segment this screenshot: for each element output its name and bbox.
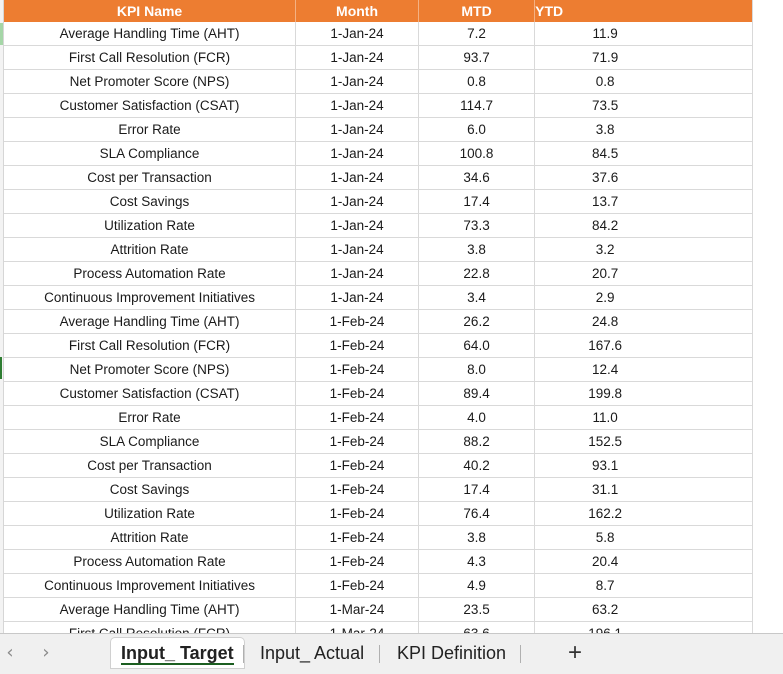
cell-mtd[interactable]: 40.2: [418, 454, 534, 478]
table-row: [4, 262, 783, 286]
cell-kpi-name[interactable]: Process Automation Rate: [4, 550, 296, 574]
cell-ytd-value: 31.1: [592, 482, 619, 497]
cell-mtd[interactable]: 4.0: [418, 406, 534, 430]
table-row: [4, 166, 783, 190]
cell-ytd[interactable]: [535, 262, 783, 286]
cell-ytd[interactable]: [535, 22, 783, 46]
cell-kpi-name[interactable]: Cost Savings: [4, 478, 296, 502]
header-kpi-name[interactable]: KPI Name: [4, 0, 296, 22]
table-row: [4, 382, 783, 406]
table-row: [4, 502, 783, 526]
cell-month[interactable]: 1-Feb-24: [296, 310, 419, 334]
cell-ytd-value: 73.5: [592, 98, 619, 113]
cell-month[interactable]: 1-Feb-24: [296, 334, 419, 358]
cell-mtd[interactable]: 3.4: [418, 286, 534, 310]
cell-mtd[interactable]: 7.2: [418, 22, 534, 46]
cell-mtd[interactable]: 76.4: [418, 502, 534, 526]
tab-separator: [520, 645, 521, 663]
cell-mtd[interactable]: 17.4: [418, 190, 534, 214]
cell-ytd-value: 162.2: [588, 506, 623, 521]
cell-month[interactable]: 1-Feb-24: [296, 382, 419, 406]
cell-month[interactable]: 1-Jan-24: [296, 286, 419, 310]
cell-ytd-value: 167.6: [588, 338, 623, 353]
cell-mtd[interactable]: 23.5: [418, 598, 534, 622]
right-empty-area: [752, 0, 783, 633]
cell-ytd-value: 37.6: [592, 170, 619, 185]
cell-ytd-value: 0.8: [595, 74, 615, 89]
header-mtd[interactable]: MTD: [418, 0, 534, 22]
table-row: [4, 310, 783, 334]
cell-ytd-value: 84.5: [592, 146, 619, 161]
cell-month[interactable]: 1-Feb-24: [296, 502, 419, 526]
kpi-table: [4, 0, 783, 646]
tab-separator: [243, 645, 244, 663]
cell-ytd-value: 84.2: [592, 218, 619, 233]
table-row: [4, 118, 783, 142]
cell-mtd[interactable]: 4.3: [418, 550, 534, 574]
cell-ytd[interactable]: [535, 334, 783, 358]
cell-mtd[interactable]: 8.0: [418, 358, 534, 382]
cell-month[interactable]: 1-Feb-24: [296, 454, 419, 478]
table-row: [4, 430, 783, 454]
cell-month[interactable]: 1-Feb-24: [296, 526, 419, 550]
cell-kpi-name[interactable]: Continuous Improvement Initiatives: [4, 574, 296, 598]
header-row: [4, 0, 783, 22]
tab-input-target[interactable]: Input_ Target: [111, 638, 244, 668]
cell-kpi-name[interactable]: Average Handling Time (AHT): [4, 22, 296, 46]
cell-kpi-name[interactable]: Cost per Transaction: [4, 454, 296, 478]
cell-ytd-value: 71.9: [592, 50, 619, 65]
cell-kpi-name[interactable]: Net Promoter Score (NPS): [4, 70, 296, 94]
cell-month[interactable]: 1-Jan-24: [296, 70, 419, 94]
cell-month[interactable]: 1-Feb-24: [296, 406, 419, 430]
table-row: [4, 358, 783, 382]
table-row: [4, 478, 783, 502]
cell-kpi-name[interactable]: Attrition Rate: [4, 526, 296, 550]
cell-mtd[interactable]: 6.0: [418, 118, 534, 142]
cell-kpi-name[interactable]: Customer Satisfaction (CSAT): [4, 382, 296, 406]
table-row: [4, 334, 783, 358]
table-row: [4, 22, 783, 46]
cell-ytd-value: 20.4: [592, 554, 619, 569]
cell-ytd[interactable]: [535, 430, 783, 454]
cell-mtd[interactable]: 3.8: [418, 526, 534, 550]
cell-mtd[interactable]: 88.2: [418, 430, 534, 454]
cell-mtd[interactable]: 3.8: [418, 238, 534, 262]
cell-ytd-value: 12.4: [592, 362, 619, 377]
cell-month[interactable]: 1-Jan-24: [296, 190, 419, 214]
table-row: [4, 526, 783, 550]
table-row: [4, 214, 783, 238]
cell-kpi-name[interactable]: Error Rate: [4, 406, 296, 430]
add-sheet-plus-icon[interactable]: +: [568, 639, 583, 666]
cell-kpi-name[interactable]: Cost Savings: [4, 190, 296, 214]
cell-ytd-value: 11.9: [592, 26, 618, 41]
cell-mtd[interactable]: 4.9: [418, 574, 534, 598]
cell-ytd[interactable]: [535, 406, 783, 430]
row-marker: [0, 357, 2, 379]
cell-ytd[interactable]: [535, 238, 783, 262]
cell-month[interactable]: 1-Jan-24: [296, 166, 419, 190]
cell-ytd[interactable]: [535, 478, 783, 502]
cell-kpi-name[interactable]: Customer Satisfaction (CSAT): [4, 94, 296, 118]
cell-ytd-value: 8.7: [595, 578, 615, 593]
cell-kpi-name[interactable]: Average Handling Time (AHT): [4, 310, 296, 334]
table-row: [4, 286, 783, 310]
cell-month[interactable]: 1-Jan-24: [296, 238, 419, 262]
cell-ytd-value: 152.5: [588, 434, 623, 449]
cell-kpi-name[interactable]: Cost per Transaction: [4, 166, 296, 190]
cell-ytd-value: 63.2: [592, 602, 619, 617]
cell-month[interactable]: 1-Jan-24: [296, 118, 419, 142]
cell-kpi-name[interactable]: Net Promoter Score (NPS): [4, 358, 296, 382]
cell-ytd-value: 24.8: [592, 314, 619, 329]
cell-ytd-value: 11.0: [592, 410, 618, 425]
cell-month[interactable]: 1-Jan-24: [296, 262, 419, 286]
cell-ytd-value: 20.7: [592, 266, 619, 281]
cell-month[interactable]: 1-Feb-24: [296, 574, 419, 598]
tab-separator: [379, 645, 380, 663]
cell-kpi-name[interactable]: Utilization Rate: [4, 214, 296, 238]
cell-ytd[interactable]: [535, 46, 783, 70]
cell-ytd[interactable]: [535, 142, 783, 166]
cell-kpi-name[interactable]: First Call Resolution (FCR): [4, 334, 296, 358]
cell-mtd[interactable]: 0.8: [418, 70, 534, 94]
table-row: [4, 190, 783, 214]
cell-mtd[interactable]: 89.4: [418, 382, 534, 406]
cell-ytd[interactable]: [535, 550, 783, 574]
cell-month[interactable]: 1-Feb-24: [296, 550, 419, 574]
cell-ytd-value: 5.8: [595, 530, 615, 545]
cell-kpi-name[interactable]: SLA Compliance: [4, 430, 296, 454]
cell-month[interactable]: 1-Jan-24: [296, 46, 419, 70]
cell-kpi-name[interactable]: Process Automation Rate: [4, 262, 296, 286]
cell-ytd[interactable]: [535, 574, 783, 598]
cell-ytd[interactable]: [535, 118, 783, 142]
header-month[interactable]: Month: [296, 0, 419, 22]
cell-ytd[interactable]: [535, 70, 783, 94]
cell-ytd[interactable]: [535, 382, 783, 406]
cell-ytd[interactable]: [535, 598, 783, 622]
cell-mtd[interactable]: 34.6: [418, 166, 534, 190]
cell-mtd[interactable]: 73.3: [418, 214, 534, 238]
cell-ytd[interactable]: [535, 214, 783, 238]
header-ytd[interactable]: YTD: [535, 0, 783, 22]
cell-month[interactable]: 1-Jan-24: [296, 22, 419, 46]
table-row: [4, 454, 783, 478]
next-sheet-arrow-icon[interactable]: ›: [42, 642, 50, 663]
tab-kpi-definition[interactable]: KPI Definition: [397, 643, 507, 663]
cell-kpi-name[interactable]: First Call Resolution (FCR): [4, 46, 296, 70]
cell-month[interactable]: 1-Mar-24: [296, 598, 419, 622]
tab-input-actual[interactable]: Input_ Actual: [260, 643, 365, 663]
cell-ytd[interactable]: [535, 454, 783, 478]
cell-ytd[interactable]: [535, 310, 783, 334]
cell-kpi-name[interactable]: Average Handling Time (AHT): [4, 598, 296, 622]
cell-mtd[interactable]: 17.4: [418, 478, 534, 502]
table-row: [4, 550, 783, 574]
cell-ytd[interactable]: [535, 358, 783, 382]
table-row: [4, 406, 783, 430]
cell-kpi-name[interactable]: Continuous Improvement Initiatives: [4, 286, 296, 310]
table-row: [4, 598, 783, 622]
cell-mtd[interactable]: 114.7: [418, 94, 534, 118]
cell-ytd[interactable]: [535, 502, 783, 526]
cell-ytd[interactable]: [535, 286, 783, 310]
cell-month[interactable]: 1-Feb-24: [296, 478, 419, 502]
cell-ytd-value: 93.1: [592, 458, 619, 473]
prev-sheet-arrow-icon[interactable]: ‹: [6, 642, 14, 663]
cell-month[interactable]: 1-Jan-24: [296, 214, 419, 238]
table-row: [4, 238, 783, 262]
table-row: [4, 574, 783, 598]
cell-kpi-name[interactable]: Utilization Rate: [4, 502, 296, 526]
cell-ytd-value: 3.2: [595, 242, 615, 257]
cell-mtd[interactable]: 26.2: [418, 310, 534, 334]
cell-kpi-name[interactable]: Error Rate: [4, 118, 296, 142]
cell-month[interactable]: 1-Jan-24: [296, 94, 419, 118]
cell-kpi-name[interactable]: Attrition Rate: [4, 238, 296, 262]
table-row: [4, 70, 783, 94]
cell-ytd-value: 199.8: [588, 386, 623, 401]
cell-mtd[interactable]: 93.7: [418, 46, 534, 70]
cell-ytd-value: 3.8: [595, 122, 615, 137]
cell-mtd[interactable]: 22.8: [418, 262, 534, 286]
cell-month[interactable]: 1-Jan-24: [296, 142, 419, 166]
row-marker: [0, 23, 3, 45]
cell-ytd[interactable]: [535, 526, 783, 550]
table-row: [4, 46, 783, 70]
table-row: [4, 94, 783, 118]
cell-ytd-value: 2.9: [595, 290, 615, 305]
cell-ytd-value: 13.7: [592, 194, 619, 209]
cell-month[interactable]: 1-Feb-24: [296, 430, 419, 454]
cell-mtd[interactable]: 100.8: [418, 142, 534, 166]
cell-kpi-name[interactable]: SLA Compliance: [4, 142, 296, 166]
cell-ytd[interactable]: [535, 190, 783, 214]
cell-ytd[interactable]: [535, 166, 783, 190]
sheet-tab-bar: [0, 633, 783, 674]
cell-ytd[interactable]: [535, 94, 783, 118]
cell-month[interactable]: 1-Feb-24: [296, 358, 419, 382]
cell-mtd[interactable]: 64.0: [418, 334, 534, 358]
table-row: [4, 142, 783, 166]
